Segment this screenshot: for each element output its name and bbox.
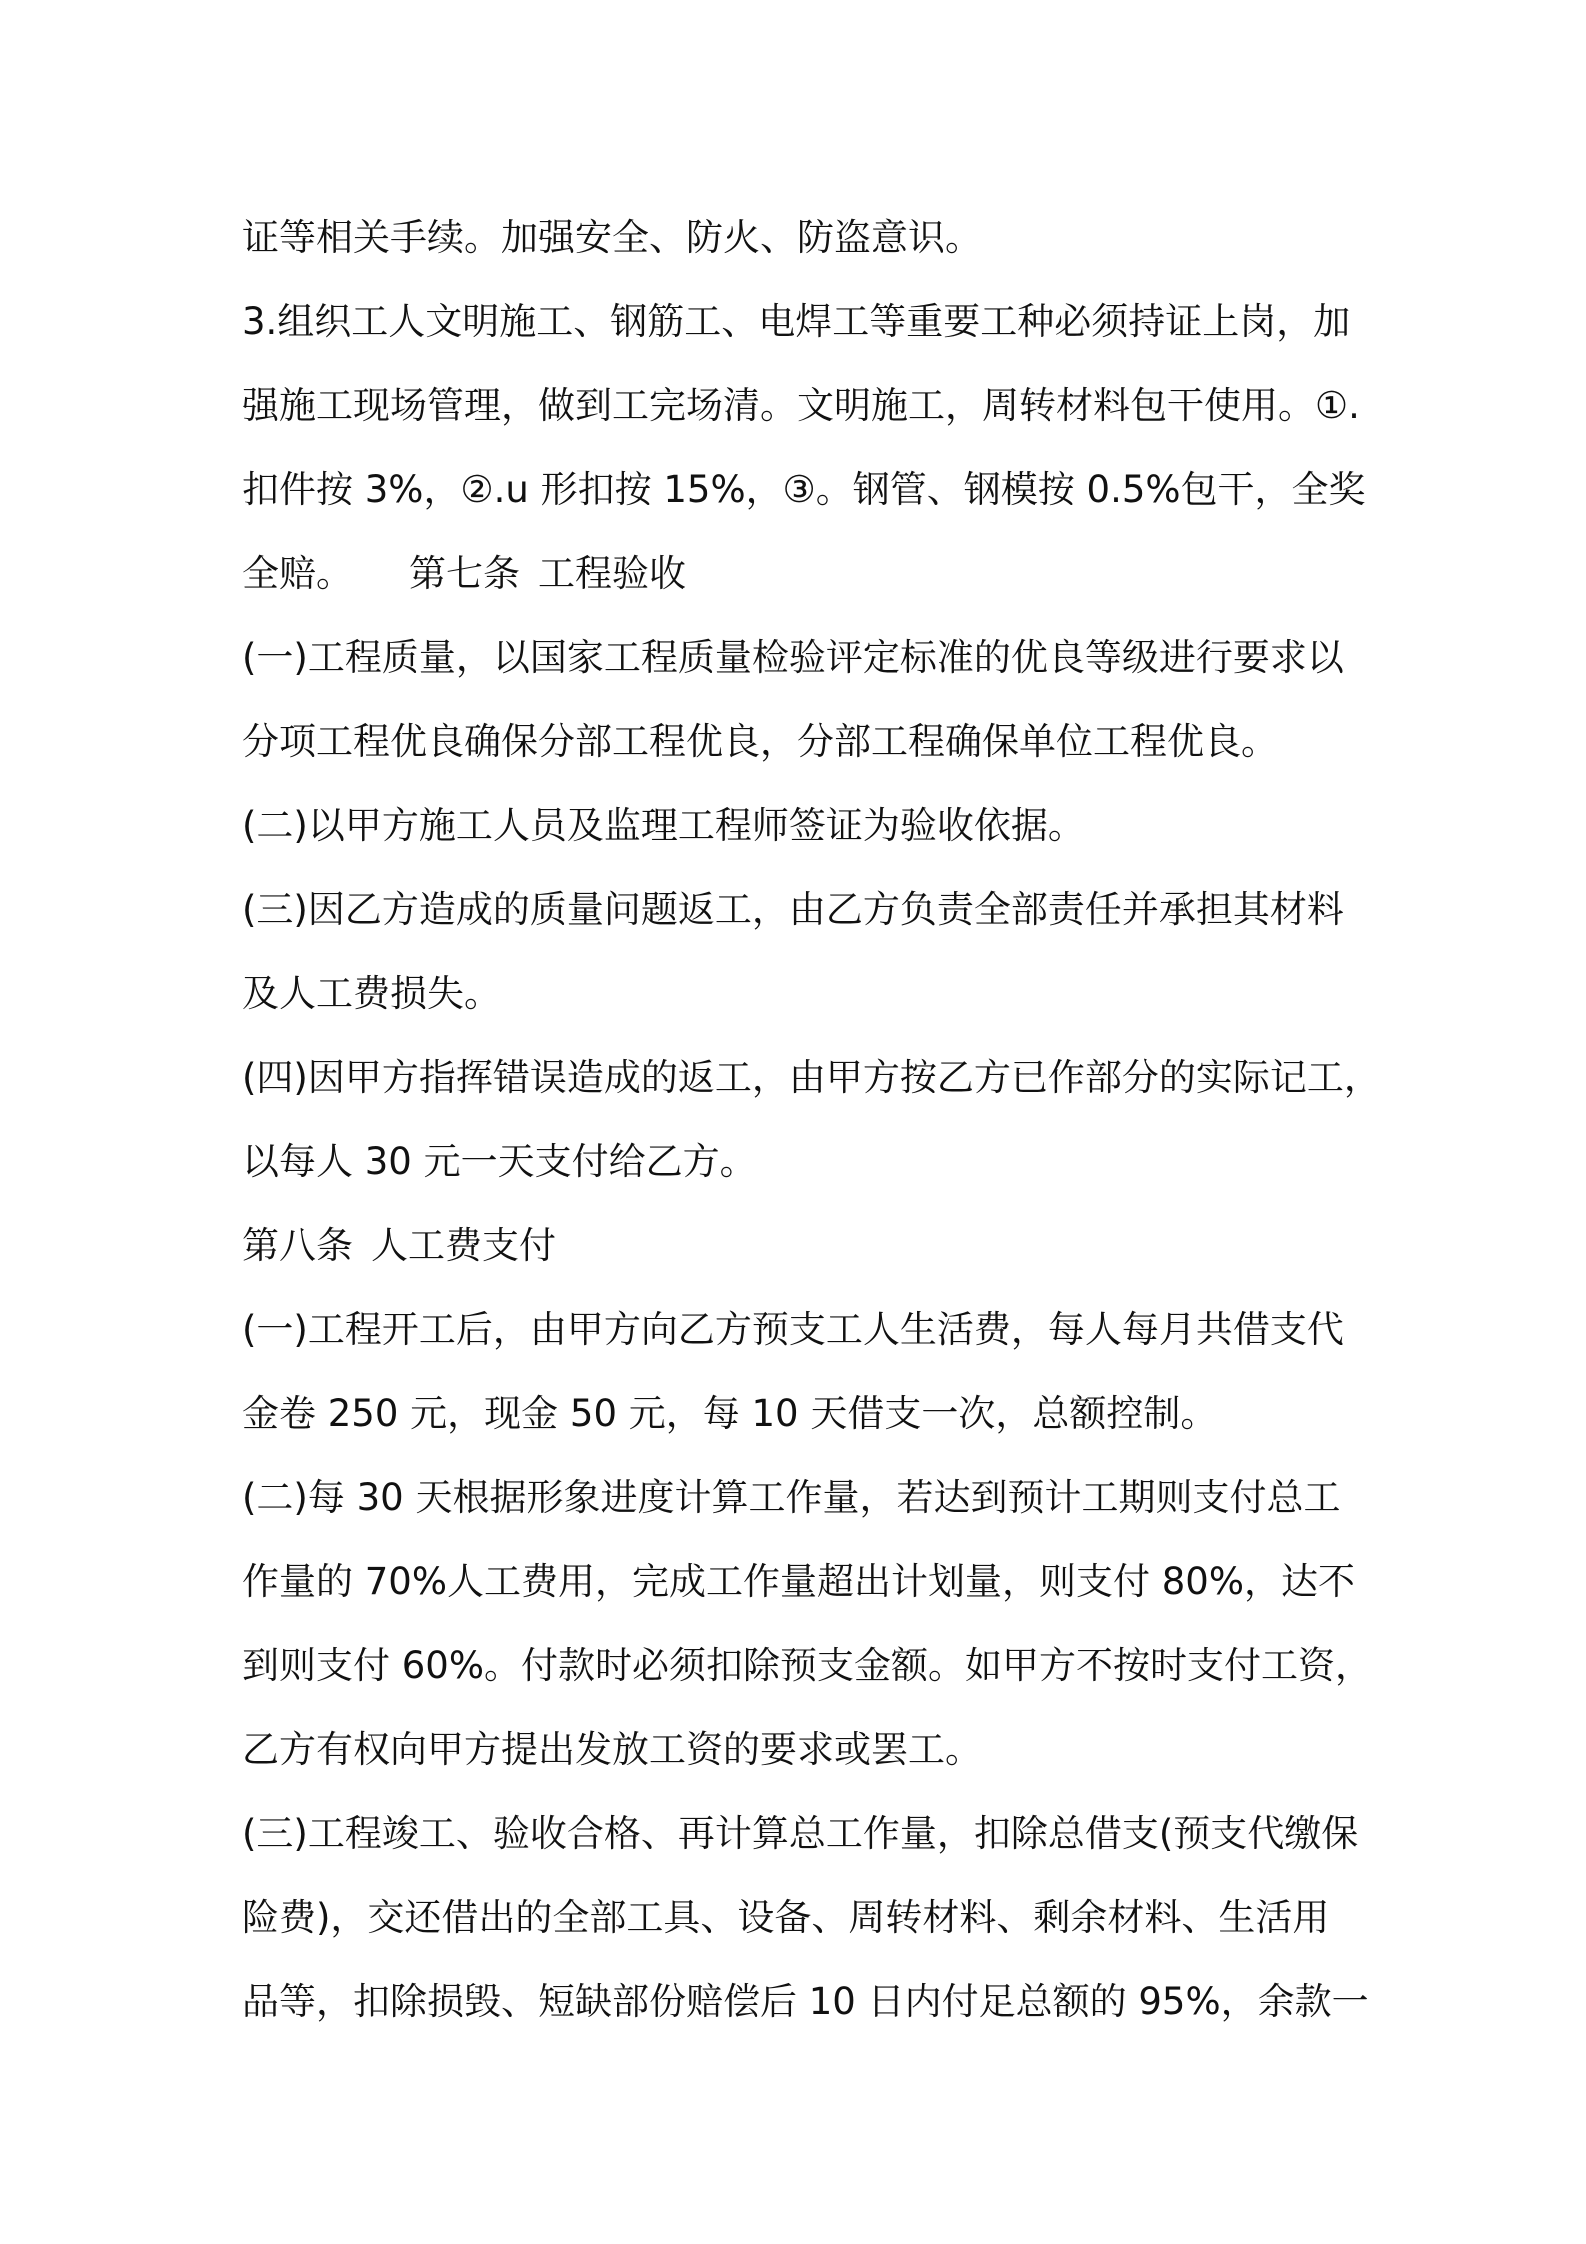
text-line: (三)工程竣工、验收合格、再计算总工作量，扣除总借支(预支代缴保 bbox=[242, 1812, 1359, 1855]
text-line: 分项工程优良确保分部工程优良，分部工程确保单位工程优良。 bbox=[242, 720, 1278, 763]
text-line: 险费)，交还借出的全部工具、设备、周转材料、剩余材料、生活用 bbox=[242, 1896, 1330, 1939]
text-fragment: 全赔。 bbox=[242, 552, 353, 595]
text-line: 金卷 250 元，现金 50 元，每 10 天借支一次，总额控制。 bbox=[242, 1392, 1218, 1435]
text-line: 以每人 30 元一天支付给乙方。 bbox=[242, 1140, 757, 1183]
text-line: 及人工费损失。 bbox=[242, 972, 501, 1015]
text-line: (四)因甲方指挥错误造成的返工，由甲方按乙方已作部分的实际记工， bbox=[242, 1056, 1381, 1099]
text-line: 乙方有权向甲方提出发放工资的要求或罢工。 bbox=[242, 1728, 982, 1771]
text-line: (三)因乙方造成的质量问题返工，由乙方负责全部责任并承担其材料 bbox=[242, 888, 1344, 931]
text-line: (一)工程质量，以国家工程质量检验评定标准的优良等级进行要求以 bbox=[242, 636, 1344, 679]
article-8-heading bbox=[242, 1204, 1382, 1288]
text-line: (二)每 30 天根据形象进度计算工作量，若达到预计工期则支付总工 bbox=[242, 1476, 1341, 1519]
article-7-title: 工程验收 bbox=[538, 552, 686, 595]
article-8-number: 第八条 bbox=[242, 1224, 353, 1267]
text-line: (二)以甲方施工人员及监理工程师签证为验收依据。 bbox=[242, 804, 1085, 847]
text-line-with-heading bbox=[242, 532, 1382, 616]
text-line: 证等相关手续。加强安全、防火、防盗意识。 bbox=[242, 216, 982, 259]
article-8-title: 人工费支付 bbox=[371, 1224, 556, 1267]
text-line: (一)工程开工后，由甲方向乙方预支工人生活费，每人每月共借支代 bbox=[242, 1308, 1344, 1351]
text-line: 扣件按 3%，②.u 形扣按 15%，③。钢管、钢模按 0.5%包干，全奖 bbox=[242, 468, 1366, 511]
text-line: 作量的 70%人工费用，完成工作量超出计划量，则支付 80%，达不 bbox=[242, 1560, 1355, 1603]
text-line: 品等，扣除损毁、短缺部份赔偿后 10 日内付足总额的 95%，余款一 bbox=[242, 1980, 1369, 2023]
text-line: 强施工现场管理，做到工完场清。文明施工，周转材料包干使用。①. bbox=[242, 384, 1360, 427]
article-7-number: 第七条 bbox=[409, 552, 520, 595]
text-line: 3.组织工人文明施工、钢筋工、电焊工等重要工种必须持证上岗，加 bbox=[242, 300, 1351, 343]
document-body bbox=[242, 196, 1382, 2044]
text-line: 到则支付 60%。付款时必须扣除预支金额。如甲方不按时支付工资， bbox=[242, 1644, 1372, 1687]
